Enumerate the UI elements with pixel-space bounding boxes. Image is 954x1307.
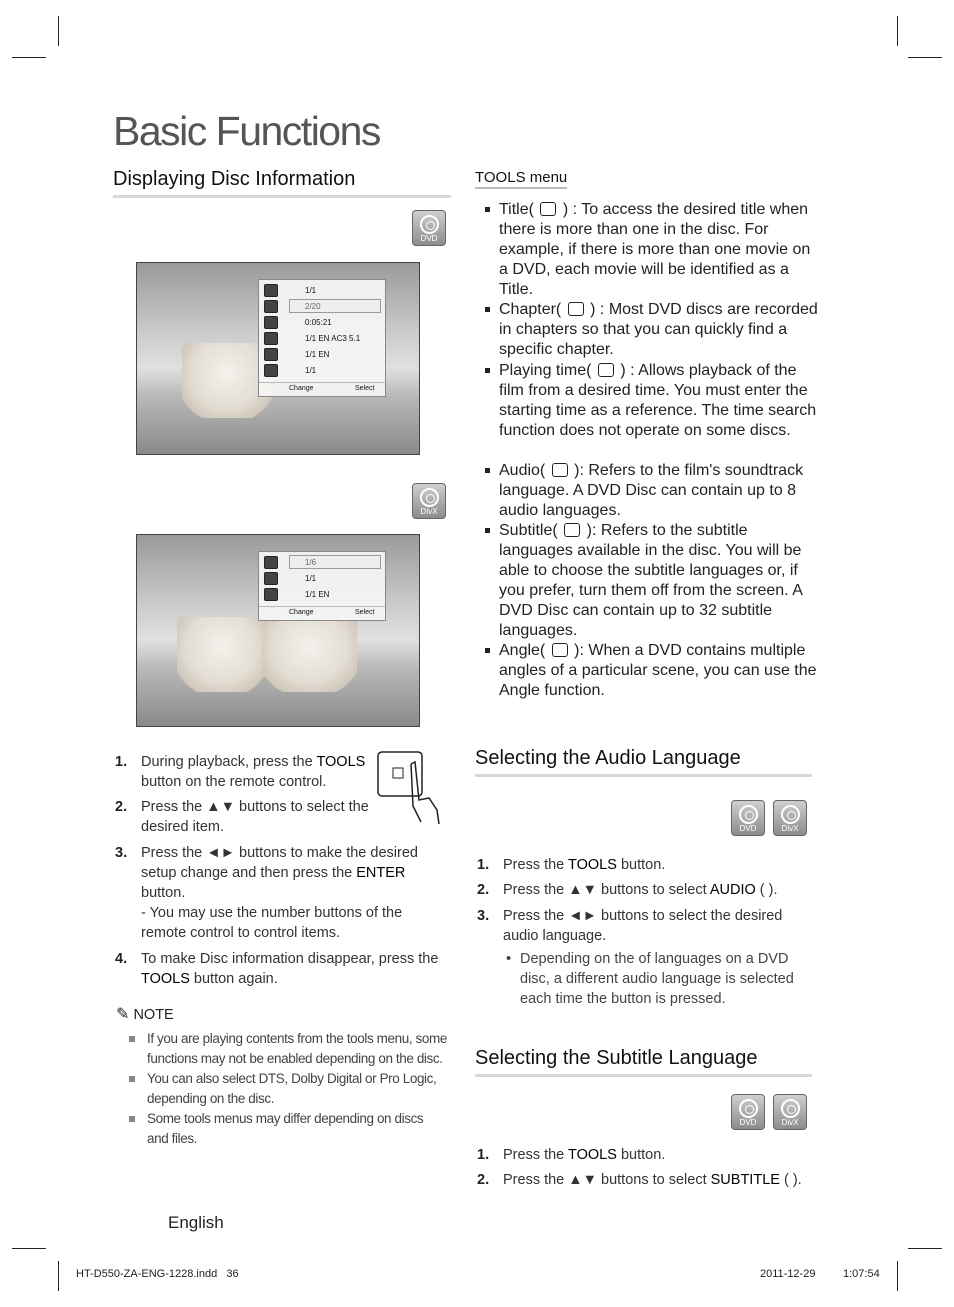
section-heading-subtitle: Selecting the Subtitle Language [475, 1047, 812, 1077]
subtitle-step-2: 2. Press the ▲▼ buttons to select SUBTITLE ( ). [477, 1172, 802, 1188]
chapter-icon [568, 302, 584, 316]
footer-date: 2011-12-29 [760, 1268, 816, 1280]
crop-mark [908, 1248, 942, 1249]
crop-mark [12, 1248, 46, 1249]
tools-item-subtitle: Subtitle( ): Refers to the subtitle languages available in the disc. You will be able to choose the subtitle languages or, if you prefer, turn them off from the screen. A DVD Disc can contain up to 32 subtitle languages. [499, 521, 819, 641]
footer-filename: HT-D550-ZA-ENG-1228.indd 36 [76, 1268, 239, 1280]
subtitle-icon [264, 348, 278, 361]
step-4: 4. To make Disc information disappear, press the TOOLS button again. [115, 951, 439, 987]
chapter-icon [264, 300, 278, 313]
note-item: If you are playing contents from the tools menu, some functions may not be enabled depending on the disc. [147, 1029, 447, 1069]
footer-time: 1:07:54 [843, 1268, 880, 1280]
chapter-icon [264, 556, 278, 569]
crop-mark [897, 1261, 898, 1291]
crop-mark [58, 16, 59, 46]
note-heading: ✎ NOTE [116, 1006, 174, 1023]
crop-mark [908, 57, 942, 58]
page-title: Basic Functions [113, 108, 380, 154]
title-icon [264, 284, 278, 297]
section-heading-disc-info: Displaying Disc Information [113, 168, 451, 198]
audio-step-3: 3. Press the ◄► buttons to select the desired audio language. [477, 908, 783, 944]
tools-menu-heading: TOOLS menu [475, 169, 567, 189]
note-item: You can also select DTS, Dolby Digital or Pro Logic, depending on the disc. [147, 1069, 447, 1109]
divx-disc-icon: DivX [773, 800, 807, 836]
section-heading-audio: Selecting the Audio Language [475, 747, 812, 777]
info-osd-menu: 1/1 2/20 0:05:21 1/1 EN AC3 5.1 1/1 EN 1/1 Change Select [258, 279, 386, 397]
step-2: 2. Press the ▲▼ buttons to select the desired item. [115, 799, 369, 835]
clock-icon [598, 363, 614, 377]
screen-photo-dvd [136, 262, 420, 455]
pencil-icon: ✎ [116, 1006, 130, 1023]
crop-mark [58, 1261, 59, 1291]
remote-hand-icon [377, 750, 443, 826]
divx-disc-icon: DivX [412, 483, 446, 519]
screen-photo-divx [136, 534, 420, 727]
info-osd-menu: 1/6 1/1 1/1 EN Change Select [258, 551, 386, 621]
tools-item-title: Title( ) : To access the desired title when there is more than one in the disc. For example, if there is more than one movie on a DVD, each movie will be identified as a Title. [499, 200, 819, 300]
step-1: 1. During playback, press the TOOLS button on the remote control. [115, 754, 366, 790]
audio-icon [552, 463, 568, 477]
step-3: 3. Press the ◄► buttons to make the desired setup change and then press the ENTER button. - You may use the number buttons of the remote control to control items. [115, 845, 418, 941]
divx-disc-icon: DivX [773, 1094, 807, 1130]
audio-icon [264, 572, 278, 585]
puppy-image [262, 617, 357, 692]
audio-step-2: 2. Press the ▲▼ buttons to select AUDIO ( ). [477, 882, 778, 898]
tools-item-audio: Audio( ): Refers to the film's soundtrack language. A DVD Disc can contain up to 8 audio languages. [499, 461, 819, 521]
subtitle-icon [264, 588, 278, 601]
audio-icon [264, 332, 278, 345]
dvd-disc-icon: DVD [731, 1094, 765, 1130]
subtitle-step-1: 1. Press the TOOLS button. [477, 1147, 666, 1163]
angle-icon [264, 364, 278, 377]
tools-item-playing-time: Playing time( ) : Allows playback of the film from a desired time. You must enter the starting time as a reference. The time search function does not operate on some discs. [499, 361, 819, 441]
audio-bullet: • Depending on the of languages on a DVD disc, a different audio language is selected each time the button is pressed. [506, 951, 794, 1007]
clock-icon [264, 316, 278, 329]
subtitle-icon [564, 523, 580, 537]
dvd-disc-icon: DVD [412, 210, 446, 246]
tools-item-chapter: Chapter( ) : Most DVD discs are recorded in chapters so that you can quickly find a specific chapter. [499, 300, 819, 360]
crop-mark [897, 16, 898, 46]
title-icon [540, 202, 556, 216]
puppy-image [177, 617, 267, 692]
angle-icon [552, 643, 568, 657]
footer-language: English [168, 1213, 224, 1232]
dvd-disc-icon: DVD [731, 800, 765, 836]
audio-step-1: 1. Press the TOOLS button. [477, 857, 666, 873]
crop-mark [12, 57, 46, 58]
note-item: Some tools menus may differ depending on discs and files. [147, 1109, 447, 1149]
tools-item-angle: Angle( ): When a DVD contains multiple angles of a particular scene, you can use the Angle function. [499, 641, 819, 701]
